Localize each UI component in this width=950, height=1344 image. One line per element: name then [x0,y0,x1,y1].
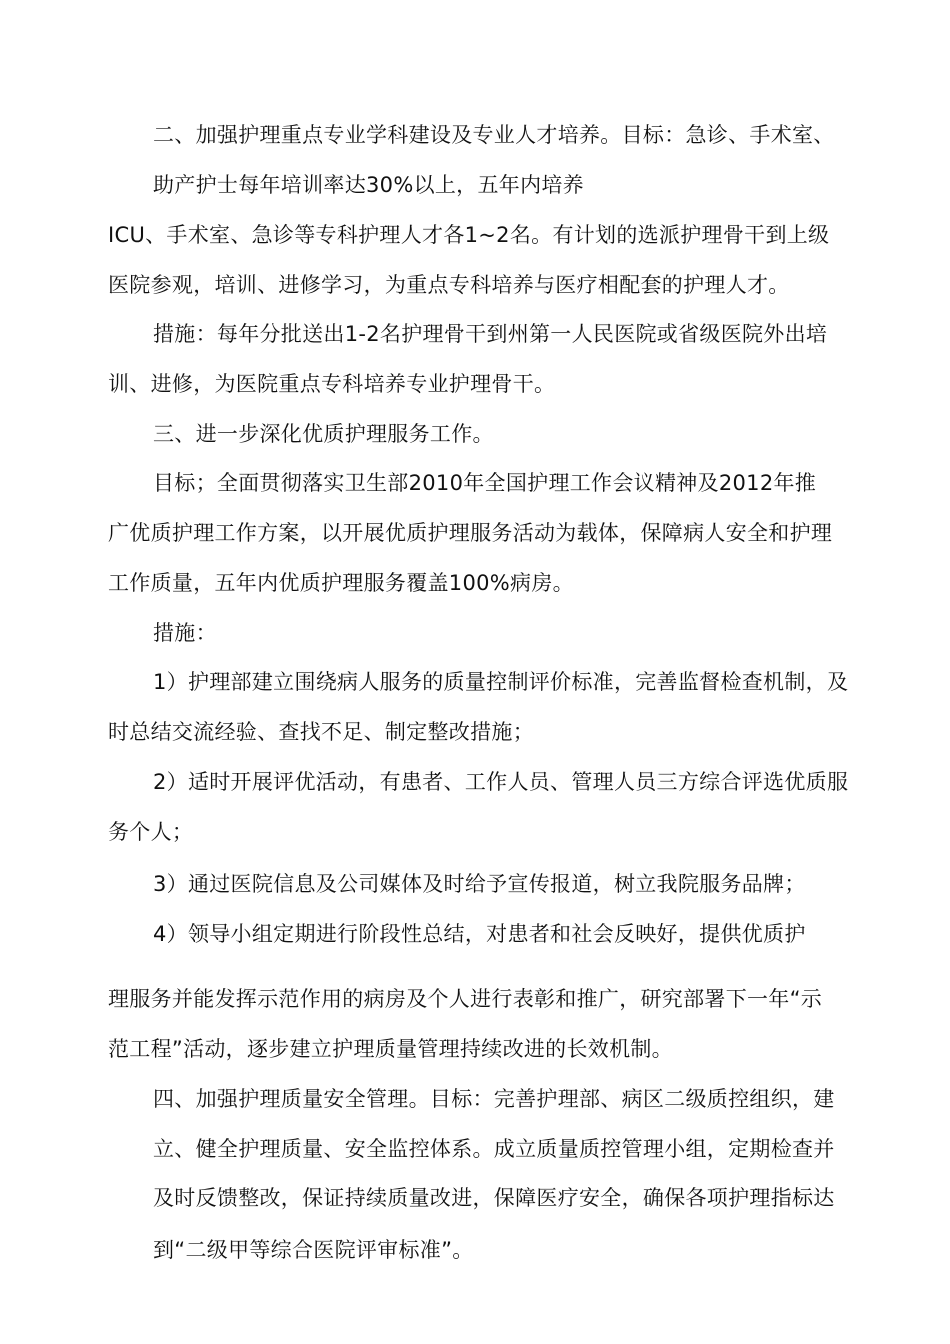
text-line: 务个人； [108,820,194,844]
text-line: 措施： [153,621,217,645]
text-line: 措施：每年分批送出1-2名护理骨干到州第一人民医院或省级医院外出培 [153,322,828,346]
text-line: 范工程”活动，逐步建立护理质量管理持续改进的长效机制。 [108,1037,673,1061]
text-line: 训、进修，为医院重点专科培养专业护理骨干。 [108,372,556,396]
text-line: 广优质护理工作方案，以开展优质护理服务活动为载体，保障病人安全和护理 [108,521,833,545]
text-line: 2）适时开展评优活动，有患者、工作人员、管理人员三方综合评选优质服 [153,770,849,794]
text-line: 3）通过医院信息及公司媒体及时给予宣传报道，树立我院服务品牌； [153,872,806,896]
text-line: ICU、手术室、急诊等专科护理人才各1~2名。有计划的选派护理骨干到上级 [108,223,830,247]
text-line: 4）领导小组定期进行阶段性总结，对患者和社会反映好，提供优质护 [153,922,806,946]
text-line: 工作质量，五年内优质护理服务覆盖100%病房。 [108,571,574,595]
text-line: 时总结交流经验、查找不足、制定整改措施； [108,720,534,744]
text-line: 1）护理部建立围绕病人服务的质量控制评价标准，完善监督检查机制，及 [153,670,849,694]
text-line: 到“二级甲等综合医院评审标准”。 [153,1238,474,1262]
text-line: 医院参观，培训、进修学习，为重点专科培养与医疗相配套的护理人才。 [108,273,790,297]
text-line: 三、进一步深化优质护理服务工作。 [153,422,494,446]
text-line: 四、加强护理质量安全管理。目标：完善护理部、病区二级质控组织，建 [153,1087,835,1111]
text-line: 助产护士每年培训率达30%以上，五年内培养 [153,173,584,197]
text-line: 理服务并能发挥示范作用的病房及个人进行表彰和推广，研究部署下一年“示 [108,987,823,1011]
text-line: 二、加强护理重点专业学科建设及专业人才培养。目标：急诊、手术室、 [153,123,835,147]
text-line: 及时反馈整改，保证持续质量改进，保障医疗安全，确保各项护理指标达 [153,1186,835,1210]
text-line: 目标；全面贯彻落实卫生部2010年全国护理工作会议精神及2012年推 [153,471,817,495]
text-line: 立、健全护理质量、安全监控体系。成立质量质控管理小组，定期检查并 [153,1137,835,1161]
